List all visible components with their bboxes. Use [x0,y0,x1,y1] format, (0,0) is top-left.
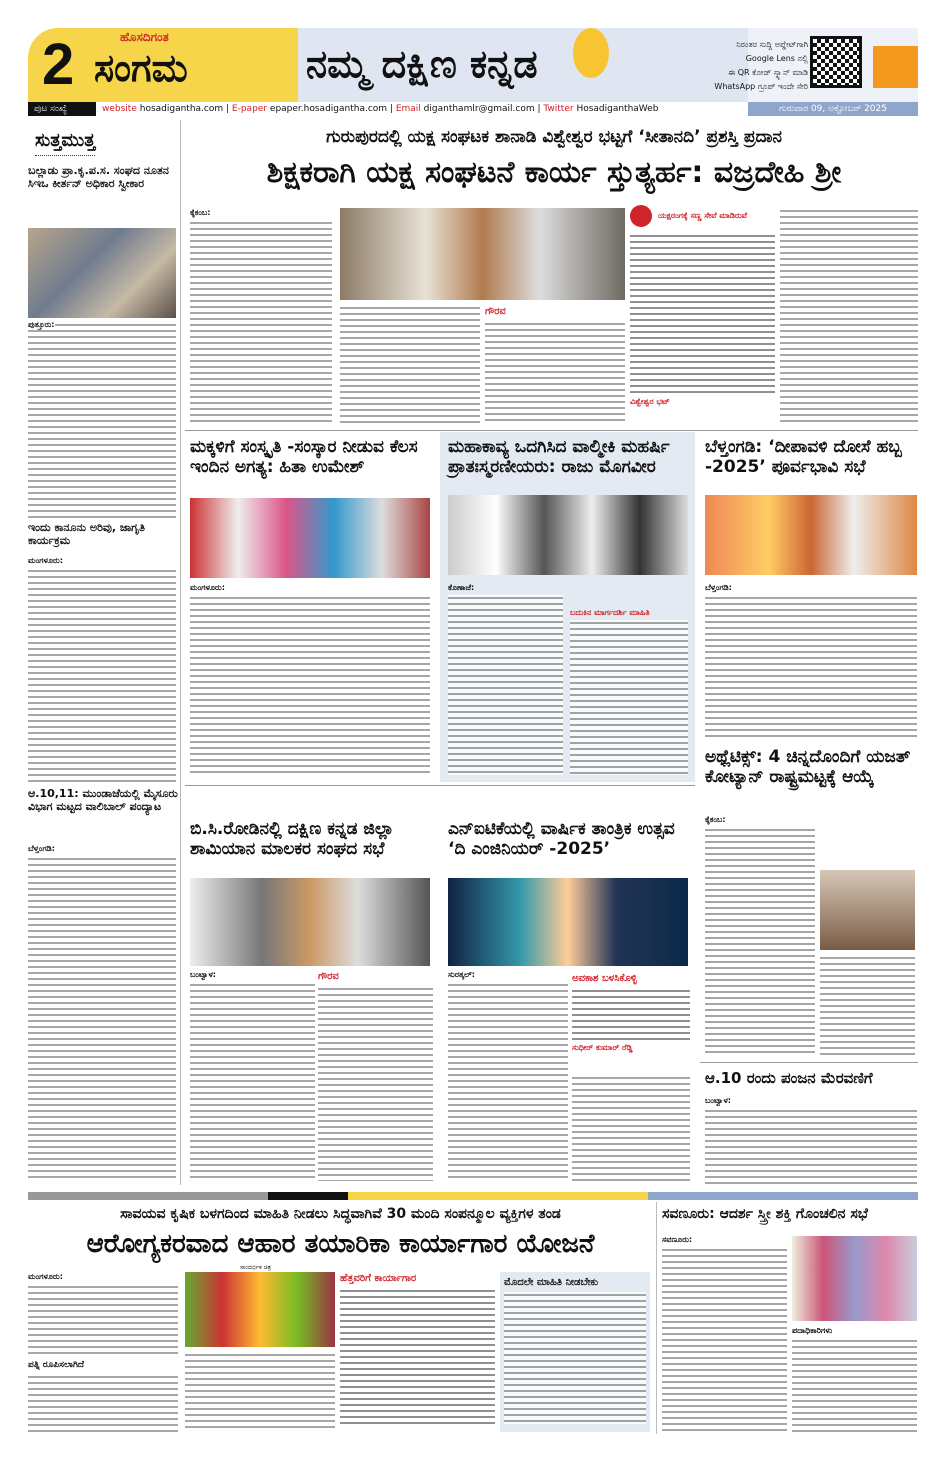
lead-headline: ಶಿಕ್ಷಕರಾಗಿ ಯಕ್ಷ ಸಂಘಟನೆ ಕಾರ್ಯ ಸ್ತುತ್ಯರ್ಹ: ವಜ್ರದೇಹಿ ಶ್ರೀ [266,155,842,190]
qr-code[interactable] [810,36,862,88]
lead-body [340,305,480,425]
qr-caption-line: WhatsApp ಗ್ರೂಪ್ ಇಂದೇ ಸೇರಿ [714,82,808,91]
story-headline: ಮಕ್ಕಳಿಗೆ ಸಂಸ್ಕೃತಿ -ಸಂಸ್ಕಾರ ನೀಡುವ ಕೆಲಸ ಇಂದಿನ ಅಗತ್ಯ: ಹಿತಾ ಉಮೇಶ್ [190,437,418,477]
bottom-kicker: ಸಾವಯವ ಕೃಷಿಕ ಬಳಗದಿಂದ ಮಾಹಿತಿ ನೀಡಲು ಸಿದ್ಧವಾಗಿವೆ 30 ಮಂದಿ ಸಂಪನ್ಮೂಲ ವ್ಯಕ್ತಿಗಳ ತಂಡ [120,1206,561,1222]
dateline: ಮಂಗಳೂರು: [190,583,225,592]
story-body [792,1338,917,1432]
subhead: ಬದುಕಿನ ಮಾರ್ಗದರ್ಶಿ ಮಾಹಿತಿ [570,608,650,617]
quote-sidebar [630,205,775,425]
orange-block [873,46,918,88]
story-headline: ಆ.10,11: ಮುಂಡಾಜೆಯಲ್ಲಿ ಮೈಸೂರು ವಿಭಾಗ ಮಟ್ಟದ ವಾಲಿಬಾಲ್ ಪಂದ್ಯಾಟ [28,787,178,813]
lead-body [780,208,918,425]
page-title: ನಮ್ಮ ದಕ್ಷಿಣ ಕನ್ನಡ [306,42,538,86]
box-title: ಗೌರವ [485,306,506,317]
story-photo [792,1236,917,1321]
dateline: ಮಂಗಳೂರು: [28,556,63,565]
story-body [28,568,176,784]
info-strip [28,102,918,116]
link-label: website [102,104,137,114]
box-title: ಹೆತ್ತವರಿಗೆ ಕಾರ್ಯಾಗಾರ [340,1273,417,1284]
story-body [570,620,688,775]
box-body [504,1292,646,1424]
dateline: ಮಂಗಳೂರು: [28,1272,63,1281]
qr-caption-line: Google Lens ನಲ್ಲಿ [745,54,808,63]
subhead: ಪದಾಧಿಕಾರಿಗಳು [792,1326,833,1335]
brand-logo: ಹೊಸದಿಗಂತ [120,30,169,44]
story-photo [190,878,430,966]
story-body [28,322,176,518]
dateline: ಕೈಕಂಬ: [705,815,726,824]
lead-kicker: ಗುರುಪುರದಲ್ಲಿ ಯಕ್ಷ ಸಂಘಟಕ ಶಾನಾಡಿ ವಿಶ್ವೇಶ್ವರ ಭಟ್ಟಗೆ ‘ಸೀತಾನದಿ’ ಪ್ರಶಸ್ತಿ ಪ್ರದಾನ [326,127,782,147]
story-headline: ಬಲ್ಲಾಡು ಪ್ರಾ.ಕೃ.ಪ.ಸ. ಸಂಘದ ನೂತನ ಸಿಇಒ ಕೀರ್ತನ್ ಅಧಿಕಾರ ಸ್ವೀಕಾರ [28,164,169,190]
box-body [572,988,690,1043]
dateline: ಕೊಣಾಜೆ: [448,583,475,592]
page-number: 2 [42,32,75,97]
divider [700,1062,918,1063]
box-author: ಸುಧೀರ್ ಕುಮಾರ್ ರೆಡ್ಡಿ [572,1043,633,1052]
dateline: ಪುತ್ತೂರು: [28,320,55,329]
story-body [28,856,176,1182]
info-box [500,1272,650,1432]
color-bar [28,1192,918,1200]
date: ಗುರುವಾರ 09, ಅಕ್ಟೋಬರ್ 2025 [748,102,918,116]
story-body [572,1075,690,1183]
logo-icon [630,205,652,227]
story-body [705,595,917,740]
sidebar-header [630,205,775,227]
link-label: E-paper [231,104,268,114]
dateline: ಬೆಳ್ತಂಗಡಿ: [705,583,732,592]
athlete-photo [820,870,915,950]
story-headline: ಇಂದು ಕಾನೂನು ಅರಿವು, ಜಾಗೃತಿ ಕಾರ್ಯಕ್ರಮ [28,521,145,547]
sun-decoration [573,28,609,78]
dateline: ಬೆಳ್ತಂಗಡಿ: [28,844,55,853]
sidebar-title: ಯಕ್ಷರಂಗಕ್ಕೆ ಸಣ್ಣ ಸೇವೆ ಮಾಡಿರುವೆ [658,210,748,220]
story-headline: ಅಥ್ಲೆಟಿಕ್ಸ್: 4 ಚಿನ್ನದೊಂದಿಗೆ ಯಜತ್ ಕೋಟ್ಯಾನ್ ರಾಷ್ಟ್ರಮಟ್ಟಕ್ಕೆ ಆಯ್ಕೆ [705,747,911,787]
story-body [28,1284,178,1356]
story-body [662,1247,787,1432]
divider [185,785,695,786]
qr-caption-line: ಈ QR ಕೋಡ್ ಸ್ಕ್ಯಾನ್ ಮಾಡಿ [728,68,808,77]
dateline: ಸವಣೂರು: [662,1235,693,1244]
photo-caption: ಸಾಂದರ್ಭಿಕ ಚಿತ್ರ [240,1264,272,1271]
story-body [705,827,815,1057]
story-headline: ಮಹಾಕಾವ್ಯ ಒದಗಿಸಿದ ವಾಲ್ಮೀಕಿ ಮಹರ್ಷಿ ಪ್ರಾತಃಸ್ಮರಣೀಯರು: ರಾಜು ಮೊಗವೀರ [448,437,670,477]
story-photo [28,228,176,318]
divider [185,430,918,431]
story-headline: ಬೆಳ್ತಂಗಡಿ: ‘ದೀಪಾವಳಿ ದೋಸೆ ಹಬ್ಬ -2025’ ಪೂರ್ವಭಾವಿ ಸಭೆ [705,437,902,477]
story-headline: ಬಿ.ಸಿ.ರೋಡಿನಲ್ಲಿ ದಕ್ಷಿಣ ಕನ್ನಡ ಜಿಲ್ಲಾ ಶಾಮಿಯಾನ ಮಾಲಕರ ಸಂಘದ ಸಭೆ [190,819,394,859]
box-body [485,321,625,421]
box-title: ಅವಕಾಶ ಬಳಸಿಕೊಳ್ಳಿ [572,973,637,984]
website-link[interactable]: hosadigantha.com [139,104,224,114]
story-photo [190,498,430,578]
qr-caption [648,38,808,94]
story-photo [448,878,688,966]
story-photo [705,495,917,575]
link-label: Twitter [543,104,574,114]
lead-body [190,220,332,425]
box-title: ಗೌರವ [318,971,339,982]
contact-links: website hosadigantha.com | E-paper epaper.hosadigantha.com | Email diganthamlr@gmail.com | Twitter HosadiganthaWeb [102,104,659,114]
bottom-headline: ಆರೋಗ್ಯಕರವಾದ ಆಹಾರ ತಯಾರಿಕಾ ಕಾರ್ಯಾಗಾರ ಯೋಜನೆ [86,1229,595,1259]
section-logo: ಸುತ್ತಮುತ್ತ [35,130,95,156]
dateline: ಸುರತ್ಕಲ್: [448,970,475,979]
sidebar-author: ವಿಶ್ವೇಶ್ವರ ಭಟ್ [630,397,670,406]
email-link[interactable]: diganthamlr@gmail.com [423,104,535,114]
story-body [185,1352,335,1432]
story-body [190,595,430,775]
box-body [318,986,433,1181]
story-body [190,982,315,1182]
dateline: ಕೈಕಂಬ: [190,208,211,217]
edition-label: ಪುಟ ಸಂಖ್ಯೆ [28,102,96,116]
section-title: ಸಂಗಮ [94,46,188,90]
lead-photo [340,208,625,300]
story-body [28,1374,178,1432]
quote-box [572,972,690,1072]
vegetables-photo [185,1272,335,1347]
subhead: ಪತ್ನಿ ರೂಪಿಸಲಾಗಿದೆ [28,1360,85,1370]
gaurava-box [318,970,433,1182]
box-body [340,1288,495,1428]
epaper-link[interactable]: epaper.hosadigantha.com [269,104,388,114]
gaurava-box [485,305,625,425]
story-photo [448,495,688,575]
twitter-link[interactable]: HosadiganthaWeb [576,104,659,114]
story-headline: ಸವಣೂರು: ಆದರ್ಶ ಸ್ತ್ರೀ ಶಕ್ತಿ ಗೊಂಚಲಿನ ಸಭೆ [662,1206,868,1222]
story-body [448,595,563,775]
dateline: ಬಂಟ್ವಾಳ: [705,1096,731,1105]
story-body [820,955,915,1057]
masthead [28,28,918,102]
story-headline: ಎನ್‌ಐಟಿಕೆಯಲ್ಲಿ ವಾರ್ಷಿಕ ತಾಂತ್ರಿಕ ಉತ್ಸವ ‘ದಿ ಎಂಜಿನಿಯರ್ -2025’ [448,819,675,859]
dateline: ಬಂಟ್ವಾಳ: [190,970,216,979]
sidebar-body [630,233,775,393]
column-divider [180,120,181,1185]
qr-caption-line: ನಿರಂತರ ಸುದ್ದಿ ಅಪ್ಡೇಟ್‌ಗಾಗಿ [736,40,808,49]
link-label: Email [395,104,421,114]
story-body [705,1108,917,1186]
info-box [340,1272,495,1432]
box-title: ಮೊದಲೇ ಮಾಹಿತಿ ನೀಡಬೇಕು [504,1277,599,1288]
story-body [448,982,568,1182]
story-headline: ಆ.10 ರಂದು ಪಂಜನ ಮೆರವಣಿಗೆ [705,1069,873,1087]
column-divider [656,1202,657,1434]
